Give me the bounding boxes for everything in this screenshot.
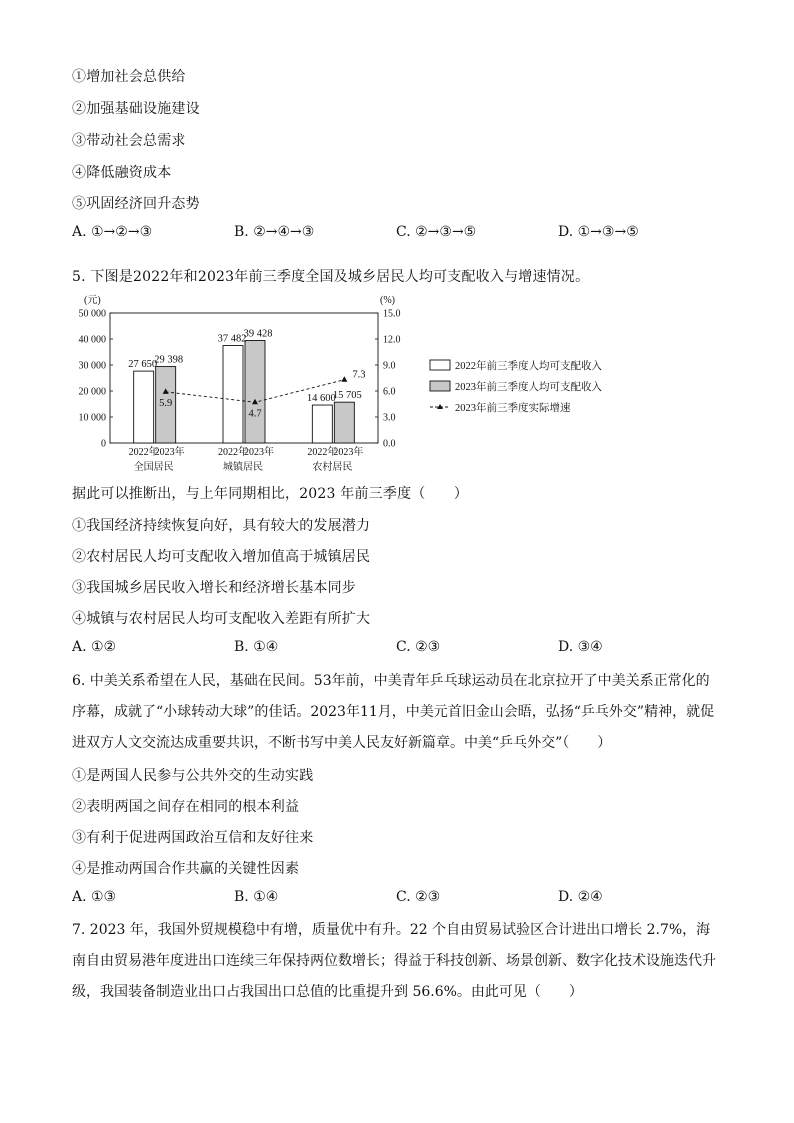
- q6-item-4: ④是推动两国合作共赢的关键性因素: [72, 861, 300, 877]
- right-axis-unit: (%): [380, 295, 395, 306]
- q4-item-2: ②加强基础设施建设: [72, 101, 200, 117]
- q4-option-c[interactable]: C. ②→③→⑤: [396, 224, 477, 240]
- bar-2023: [334, 402, 354, 443]
- left-axis-unit: (元): [84, 295, 101, 306]
- q5-option-c[interactable]: C. ②③: [396, 639, 441, 655]
- right-tick-label: 12.0: [383, 334, 401, 346]
- q6-item-2: ②表明两国之间存在相同的根本利益: [72, 799, 300, 815]
- group-label: 城镇居民: [223, 462, 263, 473]
- bar-2023-value-label: 29 398: [154, 354, 184, 366]
- legend-marker-growth: [437, 404, 443, 409]
- x-tick-label: 2022年: [218, 447, 248, 458]
- left-tick-label: 30 000: [78, 360, 106, 372]
- x-tick-label: 2022年: [128, 447, 159, 458]
- q4-option-a[interactable]: A. ①→②→③: [72, 224, 153, 240]
- bar-2022-value-label: 14 600: [306, 393, 336, 405]
- bar-2022: [223, 346, 243, 443]
- left-tick-label: 50 000: [78, 308, 106, 320]
- x-tick-label: 2023年: [333, 447, 364, 458]
- bar-2022-value-label: 37 482: [217, 333, 247, 345]
- bar-2023-value-label: 15 705: [332, 390, 362, 402]
- right-tick-label: 6.0: [383, 386, 396, 398]
- right-tick-label: 0.0: [383, 438, 396, 450]
- q5-option-b[interactable]: B. ①④: [234, 639, 279, 655]
- group-label: 全国居民: [133, 462, 174, 473]
- right-tick-label: 3.0: [383, 412, 396, 424]
- legend-label-growth: 2023年前三季度实际增速: [455, 403, 571, 414]
- q7-stem: 7. 2023 年，我国外贸规模稳中有增，质量优中有升。22 个自由贸易试验区合计进出口增长 2.7%，海南自由贸易港年度进出口连续三年保持两位数增长；得益于科技创新、场景创新、数字化技术设施迭代升级，我国装备制造业出口占我国出口总值的比重提升到 56.6%。由此可见（ ）: [72, 922, 716, 1000]
- q5-item-3: ③我国城乡居民收入增长和经济增长基本同步: [72, 580, 356, 596]
- right-tick-label: 9.0: [383, 360, 396, 372]
- q6-option-b[interactable]: B. ①④: [234, 889, 279, 905]
- q4-item-1: ①增加社会总供给: [72, 69, 186, 85]
- q4-option-b[interactable]: B. ②→④→③: [234, 224, 315, 240]
- q4-item-3: ③带动社会总需求: [72, 133, 186, 149]
- group-label: 农村居民: [312, 462, 353, 473]
- legend-swatch-2023: [430, 381, 450, 391]
- growth-value-label: 4.7: [248, 408, 262, 420]
- x-tick-label: 2023年: [154, 447, 185, 458]
- q5-prompt: 据此可以推断出，与上年同期相比，2023 年前三季度（ ）: [72, 486, 469, 502]
- left-tick-label: 0: [101, 438, 106, 450]
- q4-item-5: ⑤巩固经济回升态势: [72, 196, 200, 212]
- legend-label-2023: 2023年前三季度人均可支配收入: [455, 382, 602, 393]
- x-tick-label: 2023年: [244, 447, 274, 458]
- legend-swatch-2022: [430, 360, 450, 370]
- q5-option-d[interactable]: D. ③④: [558, 639, 603, 655]
- q5-item-1: ①我国经济持续恢复向好，具有较大的发展潜力: [72, 518, 371, 534]
- q6-stem: 6. 中美关系希望在人民，基础在民间。53年前，中美青年乒乓球运动员在北京拉开了中美关系正常化的序幕，成就了“小球转动大球”的佳话。2023年11月，中美元首旧金山会晤，弘扬“乒乓外交”精神，就促进双方人文交流达成重要共识，不断书写中美人民友好新篇章。中美“乒乓外交”（ ）: [72, 673, 715, 751]
- legend-label-2022: 2022年前三季度人均可支配收入: [455, 361, 602, 372]
- q6-option-a[interactable]: A. ①③: [72, 889, 117, 905]
- q4-item-4: ④降低融资成本: [72, 165, 172, 181]
- bar-2023: [245, 340, 265, 443]
- left-tick-label: 20 000: [78, 386, 106, 398]
- left-tick-label: 10 000: [78, 412, 106, 424]
- q5-item-2: ②农村居民人均可支配收入增加值高于城镇居民: [72, 549, 371, 565]
- growth-value-label: 7.3: [352, 369, 366, 381]
- right-tick-label: 15.0: [383, 308, 401, 320]
- bar-2022: [312, 405, 332, 443]
- bar-2022: [134, 371, 154, 443]
- x-tick-label: 2022年: [307, 447, 338, 458]
- q5-option-a[interactable]: A. ①②: [72, 639, 117, 655]
- left-tick-label: 40 000: [78, 334, 106, 346]
- growth-point: [341, 376, 347, 382]
- growth-value-label: 5.9: [159, 397, 173, 409]
- q5-item-4: ④城镇与农村居民人均可支配收入差距有所扩大: [72, 611, 371, 627]
- income-chart-svg: [72, 290, 632, 480]
- bar-2022-value-label: 27 650: [128, 359, 158, 371]
- q6-option-d[interactable]: D. ②④: [558, 889, 603, 905]
- q4-option-d[interactable]: D. ①→③→⑤: [558, 224, 639, 240]
- q6-item-3: ③有利于促进两国政治互信和友好往来: [72, 830, 314, 846]
- q6-option-c[interactable]: C. ②③: [396, 889, 441, 905]
- bar-2023-value-label: 39 428: [243, 328, 273, 340]
- q6-item-1: ①是两国人民参与公共外交的生动实践: [72, 768, 314, 784]
- income-chart: [72, 290, 632, 480]
- q5-stem: 5. 下图是2022年和2023年前三季度全国及城乡居民人均可支配收入与增速情况。: [72, 269, 590, 285]
